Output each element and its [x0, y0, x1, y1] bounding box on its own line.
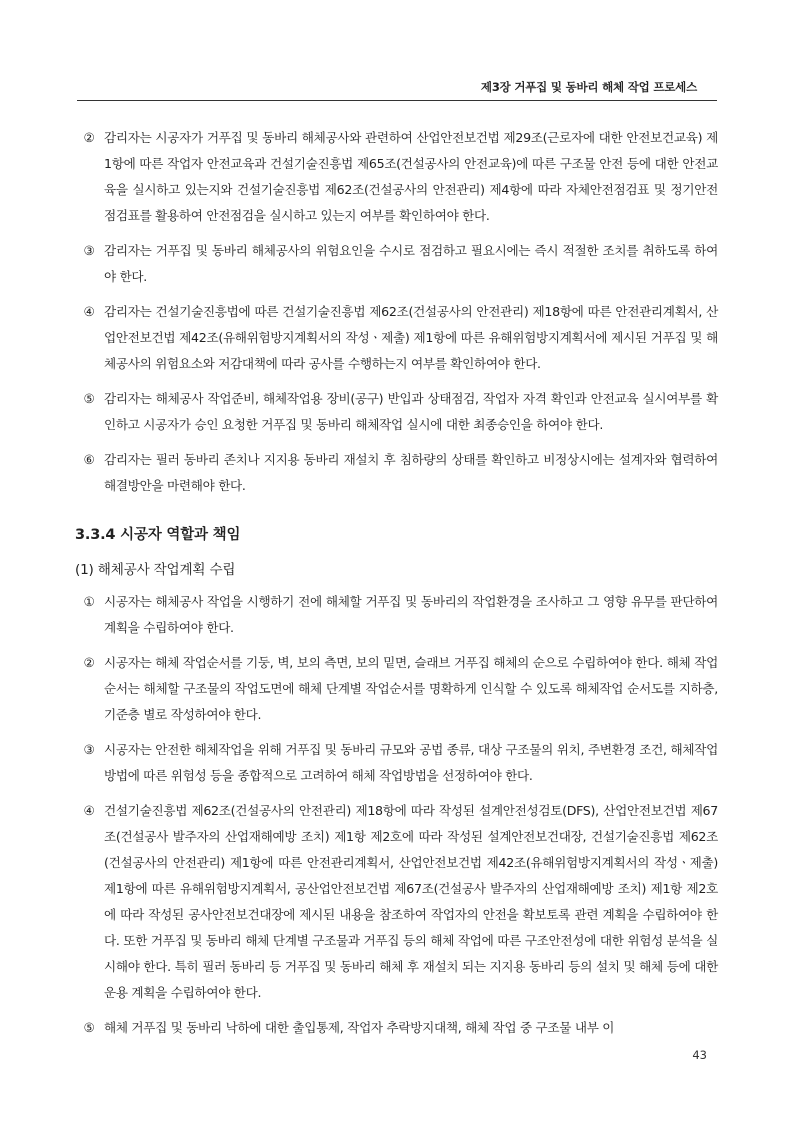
item-text: 감리자는 필러 동바리 존치나 지지용 동바리 재설치 후 침하량의 상태를 확인하고 비정상시에는 설계자와 협력하여 해결방안을 마련해야 한다.	[104, 452, 718, 493]
item-text: 시공자는 해체공사 작업을 시행하기 전에 해체할 거푸집 및 동바리의 작업환경을 조사하고 그 영향 유무를 판단하여 계획을 수립하여야 한다.	[104, 594, 718, 635]
item-text: 해체 거푸집 및 동바리 낙하에 대한 출입통제, 작업자 추락방지대책, 해체 작업 중 구조물 내부 이	[104, 1020, 615, 1035]
item-number: ⑥	[83, 452, 95, 467]
chapter-title: 제3장 거푸집 및 동바리 해체 작업 프로세스	[480, 80, 697, 94]
list-item	[78, 299, 718, 377]
list-item	[78, 386, 718, 438]
item-number: ③	[83, 243, 95, 258]
section-title: 3.3.4 시공자 역할과 책임	[75, 527, 241, 543]
item-text: 감리자는 거푸집 및 동바리 해체공사의 위험요인을 수시로 점검하고 필요시에는 즉시 적절한 조치를 취하도록 하여야 한다.	[104, 243, 718, 284]
list-item	[78, 1015, 718, 1041]
page-header	[77, 74, 717, 101]
page-number: 43	[692, 1048, 707, 1062]
item-number: ③	[83, 742, 95, 757]
item-number: ②	[83, 130, 95, 145]
list-item	[78, 238, 718, 290]
list-item	[78, 737, 718, 789]
item-number: ①	[83, 594, 95, 609]
subsection-title: (1) 해체공사 작업계획 수립	[75, 562, 236, 578]
supervisor-list	[78, 125, 718, 499]
item-text: 시공자는 안전한 해체작업을 위해 거푸집 및 동바리 규모와 공법 종류, 대상 구조물의 위치, 주변환경 조건, 해체작업 방법에 따른 위험성 등을 종합적으로 고려하여 해체 작업방법을 선정하여야 한다.	[104, 742, 718, 783]
page-content	[75, 125, 718, 1050]
list-item	[78, 589, 718, 641]
item-number: ②	[83, 655, 95, 670]
contractor-list	[78, 589, 718, 1041]
item-number: ④	[83, 803, 95, 818]
item-text: 건설기술진흥법 제62조(건설공사의 안전관리) 제18항에 따라 작성된 설계안전성검토(DFS), 산업안전보건법 제67조(건설공사 발주자의 산업재해예방 조치) 제1항 제2호에 따라 작성된 설계안전보건대장, 건설기술진흥법 제62조(건설공사의 안전관리) 제1항에 따른 안전관리계획서, 산업안전보건법 제42조(유해위험방지계획서의 작성ㆍ제출) 제1항에 따른 유해위험방지계획서, 공산업안전보건법 제67조(건설공사 발주자의 산업재해예방 조치) 제1항 제2호에 따라 작성된 공사안전보건대장에 제시된 내용을 참조하여 작업자의 안전을 확보토록 관련 계획을 수립하여야 한다. 또한 거푸집 및 동바리 해체 단계별 구조물과 거푸집 등의 해체 작업에 따른 구조안전성에 대한 위험성 분석을 실시해야 한다. 특히 필러 동바리 등 거푸집 및 동바리 해체 후 재설치 되는 지지용 동바리 등의 설치 및 해체 등에 대한 운용 계획을 수립하여야 한다.	[104, 803, 718, 1000]
list-item	[78, 125, 718, 229]
item-text: 감리자는 해체공사 작업준비, 해체작업용 장비(공구) 반입과 상태점검, 작업자 자격 확인과 안전교육 실시여부를 확인하고 시공자가 승인 요청한 거푸집 및 동바리 해체작업 실시에 대한 최종승인을 하여야 한다.	[104, 391, 718, 432]
list-item	[78, 798, 718, 1006]
item-text: 시공자는 해체 작업순서를 기둥, 벽, 보의 측면, 보의 밑면, 슬래브 거푸집 해체의 순으로 수립하여야 한다. 해체 작업순서는 해체할 구조물의 작업도면에 해체 단계별 작업순서를 명확하게 인식할 수 있도록 해체작업 순서도를 지하층, 기준층 별로 작성하여야 한다.	[104, 655, 718, 722]
list-item	[78, 650, 718, 728]
item-text: 감리자는 건설기술진흥법에 따른 건설기술진흥법 제62조(건설공사의 안전관리) 제18항에 따른 안전관리계획서, 산업안전보건법 제42조(유해위험방지계획서의 작성ㆍ제출) 제1항에 따른 유해위험방지계획서에 제시된 거푸집 및 해체공사의 위험요소와 저감대책에 따라 공사를 수행하는지 여부를 확인하여야 한다.	[104, 304, 718, 371]
item-number: ⑤	[83, 391, 95, 406]
item-text: 감리자는 시공자가 거푸집 및 동바리 해체공사와 관련하여 산업안전보건법 제29조(근로자에 대한 안전보건교육) 제1항에 따른 작업자 안전교육과 건설기술진흥법 제65조(건설공사의 안전교육)에 따른 구조물 안전 등에 대한 안전교육을 실시하고 있는지와 건설기술진흥법 제62조(건설공사의 안전관리) 제4항에 따라 자체안전점검표 및 정기안전점검표를 활용하여 안전점검을 실시하고 있는지 여부를 확인하여야 한다.	[104, 130, 718, 223]
item-number: ⑤	[83, 1020, 95, 1035]
list-item	[78, 447, 718, 499]
item-number: ④	[83, 304, 95, 319]
